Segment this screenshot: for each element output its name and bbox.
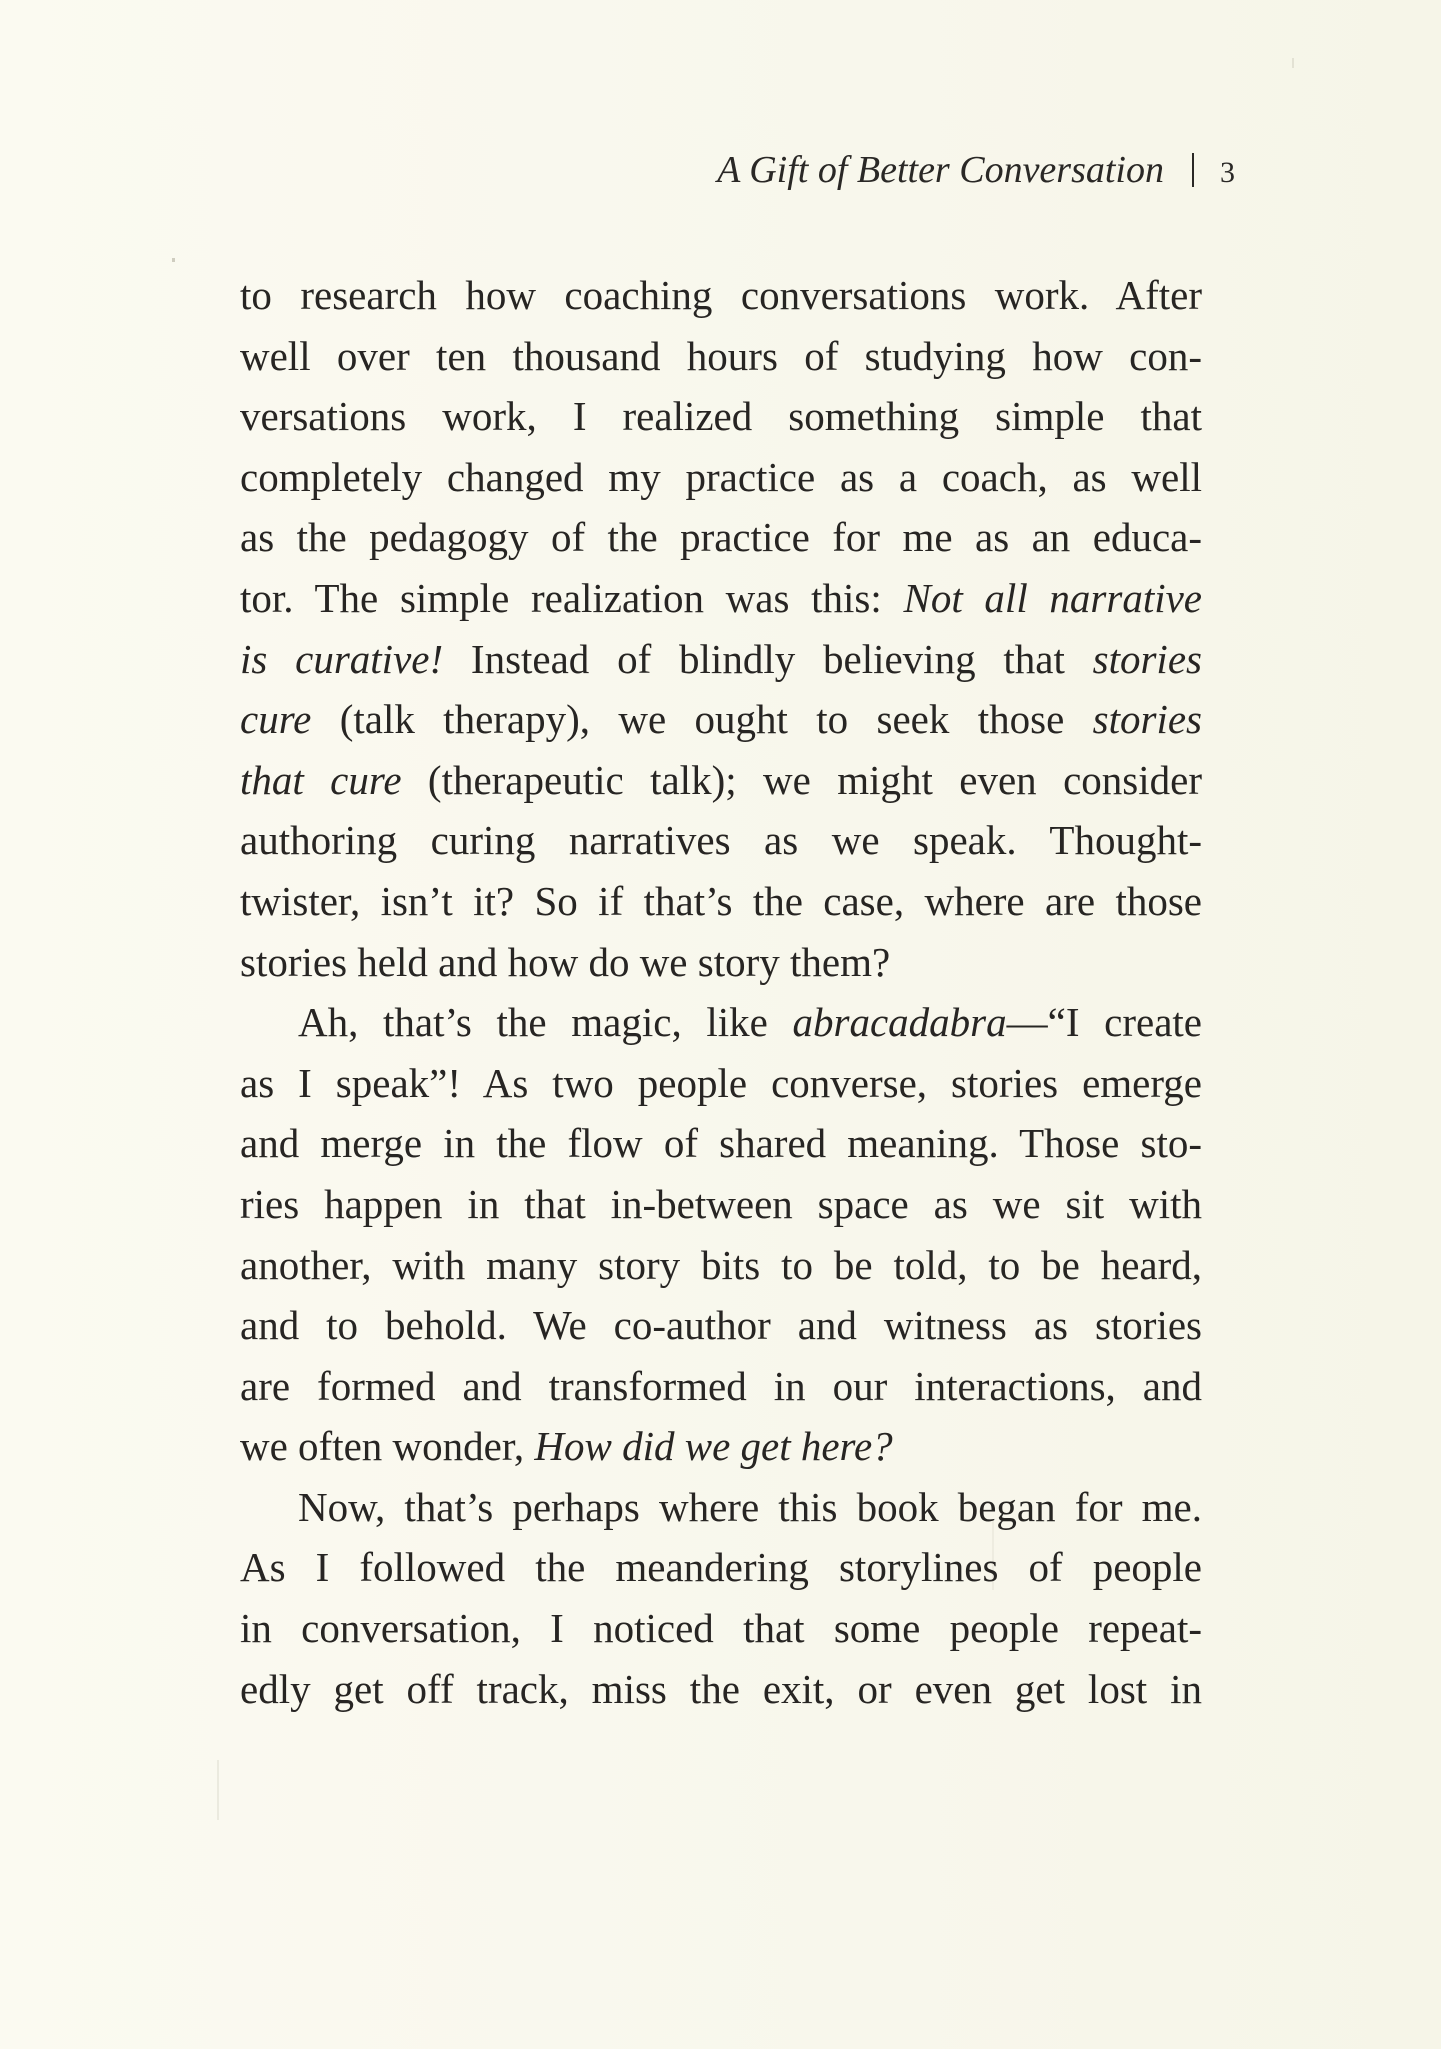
text-segment: Now, that’s perhaps where this book began for me.: [298, 1483, 1202, 1530]
italic-text: Not all narrative: [903, 574, 1202, 621]
text-line: [240, 810, 1202, 871]
running-head: [717, 148, 1235, 192]
text-segment: completely changed my practice as a coach, as well: [240, 453, 1202, 500]
text-line: [240, 1295, 1202, 1356]
text-segment: —“I create: [1006, 999, 1202, 1046]
text-line: [240, 1053, 1202, 1114]
text-line: [240, 265, 1202, 326]
text-line: [240, 507, 1202, 568]
text-line: [240, 1598, 1202, 1659]
italic-text: stories: [1092, 696, 1202, 743]
italic-text: cure: [240, 696, 312, 743]
text-segment: authoring curing narratives as we speak. Thought-: [240, 817, 1202, 864]
text-segment: as I speak”! As two people converse, stories emerge: [240, 1059, 1202, 1106]
text-segment: and merge in the flow of shared meaning. Those sto-: [240, 1120, 1202, 1167]
text-segment: tor. The simple realization was this:: [240, 574, 904, 621]
text-segment: are formed and transformed in our interactions, and: [240, 1362, 1202, 1409]
italic-text: abracadabra: [792, 999, 1007, 1046]
text-line: [240, 629, 1202, 690]
text-segment: stories held and how do we story them?: [240, 938, 891, 985]
paper-speck: [172, 258, 175, 262]
text-line: [240, 1356, 1202, 1417]
text-line: [240, 1235, 1202, 1296]
text-line: [240, 1416, 1202, 1477]
text-segment: (talk therapy), we ought to seek those: [311, 696, 1093, 743]
page-number: 3: [1220, 156, 1235, 189]
text-segment: in conversation, I noticed that some people repeat-: [240, 1605, 1202, 1652]
text-segment: edly get off track, miss the exit, or even get lost in: [240, 1665, 1202, 1712]
text-line: [240, 1659, 1202, 1720]
italic-text: that cure: [240, 756, 402, 803]
paper-speck: [1292, 58, 1294, 68]
text-segment: to research how coaching conversations work. After: [240, 272, 1202, 318]
text-line: [240, 871, 1202, 932]
text-line: [240, 1477, 1202, 1538]
text-line: [240, 750, 1202, 811]
header-separator: [1192, 153, 1194, 187]
text-segment: as the pedagogy of the practice for me as an educa-: [240, 514, 1202, 561]
text-line: [240, 1537, 1202, 1598]
italic-text: stories: [1092, 635, 1202, 682]
text-line: [240, 689, 1202, 750]
text-line: [240, 1113, 1202, 1174]
text-segment: well over ten thousand hours of studying how con-: [240, 332, 1202, 379]
text-segment: another, with many story bits to be told, to be heard,: [240, 1241, 1202, 1288]
text-segment: Ah, that’s the magic, like: [298, 999, 793, 1046]
text-line: [240, 932, 1202, 993]
text-line: [240, 447, 1202, 508]
text-segment: we often wonder,: [240, 1423, 535, 1470]
body-text: [240, 265, 1202, 1719]
text-segment: As I followed the meandering storylines of people: [240, 1544, 1202, 1591]
text-segment: ries happen in that in-between space as we sit with: [240, 1180, 1202, 1227]
text-segment: (therapeutic talk); we might even consider: [401, 756, 1202, 803]
italic-text: is curative!: [240, 635, 444, 682]
text-segment: and to behold. We co-author and witness as stories: [240, 1302, 1202, 1349]
text-segment: versations work, I realized something simple that: [240, 393, 1202, 440]
italic-text: How did we get here?: [534, 1423, 893, 1470]
text-segment: twister, isn’t it? So if that’s the case, where are those: [240, 877, 1202, 924]
text-segment: Instead of blindly believing that: [443, 635, 1093, 682]
paper-speck: [217, 1760, 219, 1820]
text-line: [240, 1174, 1202, 1235]
text-line: [240, 326, 1202, 387]
text-line: [240, 568, 1202, 629]
book-title: A Gift of Better Conversation: [717, 149, 1164, 191]
text-line: [240, 386, 1202, 447]
text-line: [240, 992, 1202, 1053]
